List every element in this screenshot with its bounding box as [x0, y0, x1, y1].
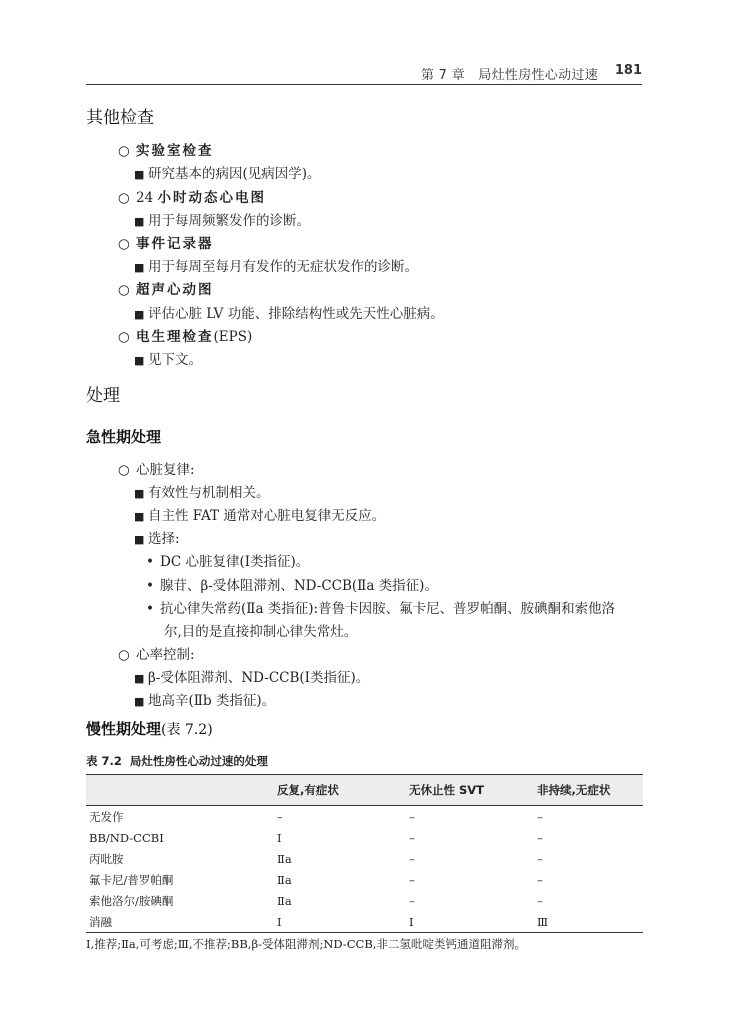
- table-cell: –: [409, 809, 415, 824]
- table-number: 表 7.2: [86, 754, 122, 768]
- table-cell: Ⅰ: [277, 911, 409, 933]
- table-header-row: [86, 775, 643, 806]
- square-bullet-icon: ■: [134, 354, 145, 367]
- list-item: [118, 643, 195, 663]
- list-subitem: [134, 689, 275, 709]
- item-label-suffix: (EPS): [213, 329, 253, 345]
- column-header: 无休止性 SVT: [409, 775, 537, 806]
- table-row: [86, 869, 643, 890]
- table-row: [86, 890, 643, 911]
- running-head: [86, 62, 642, 85]
- item-label-prefix: 24: [136, 190, 158, 206]
- column-header: 非持续,无症状: [537, 775, 643, 806]
- square-bullet-icon: ■: [134, 308, 145, 321]
- item-label: 超声心动图: [136, 282, 214, 298]
- square-bullet-icon: ■: [134, 695, 145, 708]
- section-heading-treatment: 处理: [86, 386, 120, 406]
- item-detail: 有效性与机制相关。: [148, 485, 270, 501]
- item-detail: 选择:: [148, 531, 180, 547]
- table-cell: Ⅱa: [277, 872, 292, 887]
- table-cell: –: [537, 893, 543, 908]
- circle-bullet-icon: ○: [118, 236, 130, 252]
- option-item: [146, 574, 438, 594]
- dot-bullet-icon: •: [146, 578, 154, 594]
- item-detail: 评估心脏 LV 功能、排除结构性或先天性心脏病。: [148, 306, 444, 322]
- circle-bullet-icon: ○: [118, 647, 130, 663]
- item-label: 实验室检查: [136, 143, 214, 159]
- table-cell: Ⅲ: [537, 911, 643, 933]
- list-subitem: [134, 162, 321, 182]
- option-text: 抗心律失常药(Ⅱa 类指征):普鲁卡因胺、氟卡尼、普罗帕酮、胺碘酮和索他洛: [160, 601, 616, 617]
- square-bullet-icon: ■: [134, 215, 145, 228]
- list-subitem: [134, 527, 180, 547]
- option-text: DC 心脏复律(Ⅰ类指征)。: [160, 554, 310, 570]
- list-item: [118, 232, 214, 252]
- page-number: 181: [614, 63, 642, 78]
- option-text-continued: 尔,目的是直接抑制心律失常灶。: [164, 624, 358, 640]
- circle-bullet-icon: ○: [118, 462, 130, 478]
- list-subitem: [134, 255, 418, 275]
- table-row: [86, 806, 643, 828]
- chronic-heading-text: 慢性期处理: [86, 720, 162, 738]
- table-row: [86, 848, 643, 869]
- subsection-heading-chronic: [86, 718, 213, 739]
- item-detail: 地高辛(Ⅱb 类指征)。: [148, 693, 276, 709]
- square-bullet-icon: ■: [134, 168, 145, 181]
- option-item: [146, 597, 615, 617]
- item-label: 电生理检查: [136, 329, 214, 345]
- table-cell: 无发作: [89, 809, 124, 824]
- table-cell: –: [409, 893, 415, 908]
- list-item: [118, 186, 266, 206]
- item-label: 事件记录器: [136, 236, 214, 252]
- table-cell: –: [537, 851, 543, 866]
- dot-bullet-icon: •: [146, 601, 154, 617]
- list-subitem: [134, 666, 369, 686]
- item-detail: 见下文。: [148, 352, 202, 368]
- treatment-table: [86, 774, 643, 933]
- item-label: 心脏复律:: [136, 462, 195, 478]
- option-item: [146, 550, 309, 570]
- list-subitem: [134, 348, 202, 368]
- square-bullet-icon: ■: [134, 533, 145, 546]
- table-cell: 丙吡胺: [89, 851, 124, 866]
- square-bullet-icon: ■: [134, 261, 145, 274]
- table-cell: BB/ND-CCBI: [89, 830, 164, 845]
- table-cell: –: [537, 830, 543, 845]
- list-subitem: [134, 209, 310, 229]
- table-cell: –: [277, 809, 283, 824]
- table-cell: 氟卡尼/普罗帕酮: [89, 872, 174, 887]
- list-item: [118, 325, 252, 345]
- item-detail: 研究基本的病因(见病因学)。: [148, 166, 321, 182]
- item-label: 小时动态心电图: [157, 190, 266, 206]
- item-detail: 用于每周至每月有发作的无症状发作的诊断。: [148, 259, 418, 275]
- dot-bullet-icon: •: [146, 554, 154, 570]
- list-subitem: [134, 481, 270, 501]
- square-bullet-icon: ■: [134, 487, 145, 500]
- column-header: [86, 775, 277, 806]
- table-reference: (表 7.2): [161, 722, 213, 738]
- table-cell: 索他洛尔/胺碘酮: [89, 893, 174, 908]
- option-text: 腺苷、β-受体阻滞剂、ND-CCB(Ⅱa 类指征)。: [160, 578, 438, 594]
- table-cell: –: [409, 851, 415, 866]
- table-cell: –: [537, 872, 543, 887]
- table-cell: Ⅱa: [277, 893, 292, 908]
- chapter-title: 第 7 章 局灶性房性心动过速: [420, 68, 598, 83]
- table-row: [86, 911, 643, 933]
- square-bullet-icon: ■: [134, 510, 145, 523]
- table-cell: –: [409, 830, 415, 845]
- table-title: 局灶性房性心动过速的处理: [129, 754, 268, 768]
- table-cell: Ⅰ: [409, 911, 537, 933]
- subsection-heading-acute: 急性期处理: [86, 428, 162, 446]
- list-item: [118, 139, 214, 159]
- column-header: 反复,有症状: [277, 775, 409, 806]
- item-detail: 自主性 FAT 通常对心脏电复律无反应。: [148, 508, 386, 524]
- list-subitem: [134, 504, 385, 524]
- table-caption: [86, 753, 276, 769]
- circle-bullet-icon: ○: [118, 190, 130, 206]
- table-cell: –: [537, 809, 543, 824]
- section-heading-other-tests: 其他检查: [86, 108, 154, 128]
- list-item: [118, 458, 195, 478]
- table-cell: Ⅱa: [277, 851, 292, 866]
- list-item: [118, 278, 214, 298]
- circle-bullet-icon: ○: [118, 143, 130, 159]
- table-footnote: Ⅰ,推荐;Ⅱa,可考虑;Ⅲ,不推荐;BB,β-受体阻滞剂;ND-CCB,非二氢吡啶类钙通道阻滞剂。: [86, 937, 526, 951]
- square-bullet-icon: ■: [134, 672, 145, 685]
- table-cell: Ⅰ: [277, 830, 282, 845]
- circle-bullet-icon: ○: [118, 329, 130, 345]
- table-cell: 消融: [86, 911, 277, 933]
- list-subitem: [134, 302, 444, 322]
- table-row: [86, 827, 643, 848]
- item-detail: 用于每周频繁发作的诊断。: [148, 213, 310, 229]
- circle-bullet-icon: ○: [118, 282, 130, 298]
- table-cell: –: [409, 872, 415, 887]
- item-label: 心率控制:: [136, 647, 195, 663]
- item-detail: β-受体阻滞剂、ND-CCB(Ⅰ类指征)。: [148, 670, 370, 686]
